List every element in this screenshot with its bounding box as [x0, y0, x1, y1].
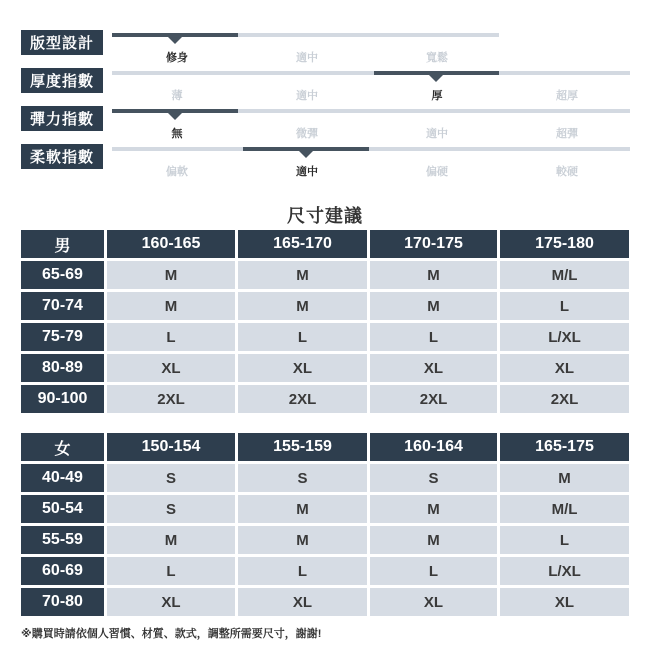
attribute-option: 寬鬆 — [426, 52, 448, 64]
table-row — [21, 323, 629, 351]
table-header-row — [21, 230, 629, 258]
table-header-cell: 男 — [21, 230, 104, 258]
table-row-header: 70-74 — [21, 292, 104, 320]
table-header-cell: 175-180 — [500, 230, 629, 258]
table-cell: M — [238, 526, 367, 554]
triangle-marker-icon — [299, 151, 313, 158]
table-cell: L — [107, 557, 235, 585]
table-cell: L — [238, 557, 367, 585]
attribute-option: 超彈 — [556, 128, 578, 140]
table-row — [21, 292, 629, 320]
table-cell: M/L — [500, 261, 629, 289]
attribute-option: 適中 — [296, 166, 318, 178]
attribute-track — [112, 109, 630, 113]
attribute-option: 適中 — [296, 52, 318, 64]
table-header-cell: 160-165 — [107, 230, 235, 258]
table-cell: 2XL — [500, 385, 629, 413]
size-note: ※購買時請依個人習慣、材質、款式，調整所需要尺寸，謝謝! — [21, 628, 322, 640]
table-row-header: 70-80 — [21, 588, 104, 616]
attribute-label: 厚度指數 — [21, 68, 103, 93]
attribute-option: 較硬 — [556, 166, 578, 178]
table-cell: S — [370, 464, 497, 492]
table-cell: XL — [107, 354, 235, 382]
table-cell: 2XL — [107, 385, 235, 413]
attribute-label: 彈力指數 — [21, 106, 103, 131]
table-header-cell: 165-170 — [238, 230, 367, 258]
table-row — [21, 526, 629, 554]
table-cell: XL — [500, 588, 629, 616]
attribute-option: 無 — [171, 128, 183, 140]
table-row-header: 90-100 — [21, 385, 104, 413]
attribute-track — [112, 147, 630, 151]
attribute-option: 修身 — [166, 52, 188, 64]
attribute-elasticity — [0, 106, 650, 142]
table-cell: S — [107, 495, 235, 523]
attribute-label: 版型設計 — [21, 30, 103, 55]
attribute-label: 柔軟指數 — [21, 144, 103, 169]
table-cell: M — [500, 464, 629, 492]
table-row-header: 40-49 — [21, 464, 104, 492]
table-row-header: 80-89 — [21, 354, 104, 382]
table-header-cell: 170-175 — [370, 230, 497, 258]
table-cell: 2XL — [370, 385, 497, 413]
attribute-option: 微彈 — [296, 128, 318, 140]
attribute-softness — [0, 144, 650, 180]
table-row-header: 75-79 — [21, 323, 104, 351]
table-cell: M — [107, 526, 235, 554]
table-cell: M — [238, 495, 367, 523]
attribute-option: 厚 — [431, 90, 443, 102]
table-header-row — [21, 433, 629, 461]
table-cell: L — [500, 526, 629, 554]
table-cell: M — [370, 292, 497, 320]
table-cell: M — [370, 261, 497, 289]
table-cell: L — [107, 323, 235, 351]
table-row — [21, 588, 629, 616]
table-cell: M — [238, 261, 367, 289]
table-header-cell: 女 — [21, 433, 104, 461]
table-cell: M — [370, 526, 497, 554]
attribute-fit — [0, 30, 650, 66]
table-row — [21, 261, 629, 289]
table-cell: XL — [107, 588, 235, 616]
table-cell: L — [370, 557, 497, 585]
table-row — [21, 385, 629, 413]
attribute-thickness — [0, 68, 650, 104]
triangle-marker-icon — [168, 113, 182, 120]
table-row — [21, 557, 629, 585]
table-header-cell: 155-159 — [238, 433, 367, 461]
table-cell: M — [370, 495, 497, 523]
table-cell: S — [238, 464, 367, 492]
table-row-header: 60-69 — [21, 557, 104, 585]
attribute-option: 偏軟 — [166, 166, 188, 178]
table-row-header: 65-69 — [21, 261, 104, 289]
attribute-option: 薄 — [171, 90, 183, 102]
attribute-track — [112, 33, 499, 37]
table-cell: L — [370, 323, 497, 351]
table-cell: L — [238, 323, 367, 351]
triangle-marker-icon — [168, 37, 182, 44]
table-cell: XL — [238, 588, 367, 616]
table-row — [21, 495, 629, 523]
table-cell: S — [107, 464, 235, 492]
table-cell: XL — [370, 588, 497, 616]
triangle-marker-icon — [429, 75, 443, 82]
table-cell: M — [107, 292, 235, 320]
table-cell: M/L — [500, 495, 629, 523]
table-cell: XL — [500, 354, 629, 382]
table-cell: L — [500, 292, 629, 320]
table-cell: 2XL — [238, 385, 367, 413]
table-cell: XL — [370, 354, 497, 382]
size-chart-title: 尺寸建議 — [287, 206, 363, 226]
table-header-cell: 150-154 — [107, 433, 235, 461]
table-cell: M — [107, 261, 235, 289]
table-row-header: 55-59 — [21, 526, 104, 554]
table-row-header: 50-54 — [21, 495, 104, 523]
attribute-option: 適中 — [296, 90, 318, 102]
table-row — [21, 354, 629, 382]
table-cell: M — [238, 292, 367, 320]
attribute-track — [112, 71, 630, 75]
table-cell: L/XL — [500, 557, 629, 585]
table-header-cell: 165-175 — [500, 433, 629, 461]
attribute-option: 適中 — [426, 128, 448, 140]
table-header-cell: 160-164 — [370, 433, 497, 461]
attribute-option: 偏硬 — [426, 166, 448, 178]
table-row — [21, 464, 629, 492]
attribute-option: 超厚 — [556, 90, 578, 102]
table-cell: XL — [238, 354, 367, 382]
table-cell: L/XL — [500, 323, 629, 351]
